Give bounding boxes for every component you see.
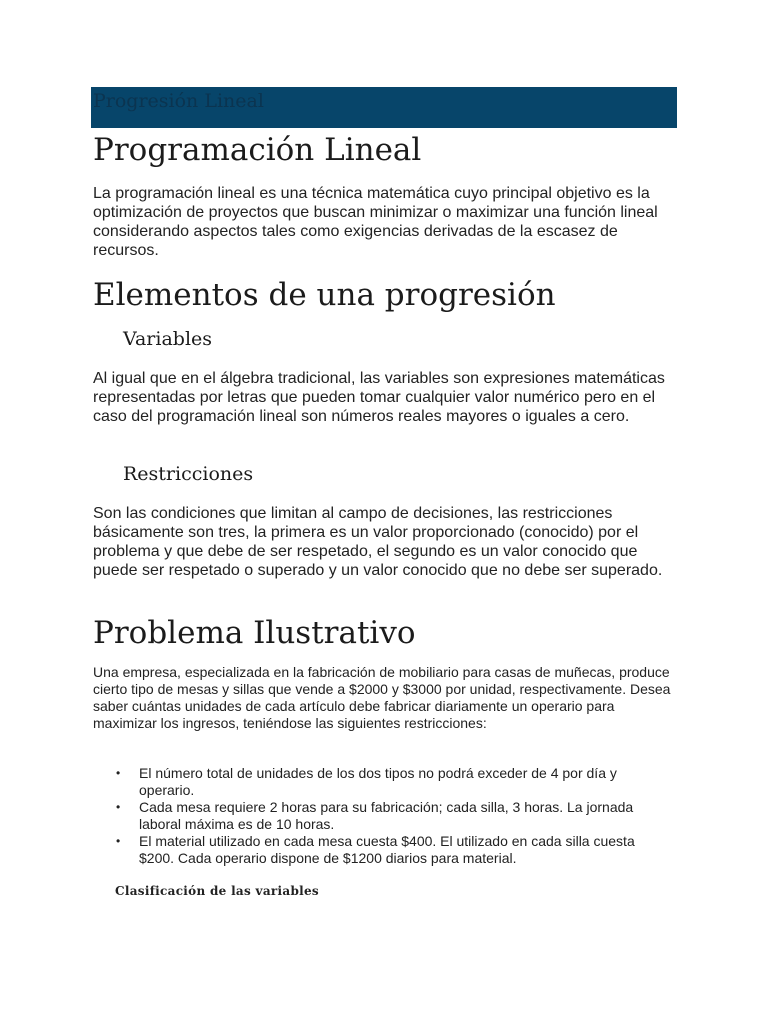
section-heading-problem: Problema Ilustrativo	[93, 615, 416, 651]
section-heading-elements: Elementos de una progresión	[93, 277, 556, 313]
list-item-text: El material utilizado en cada mesa cuesta $400. El utilizado en cada silla cuesta $200. Cada operario dispone de $1200 diarios para material.	[139, 833, 635, 866]
bullet-icon: •	[116, 800, 121, 814]
banner-title: Progresión Lineal	[93, 90, 264, 112]
subheading-restricciones: Restricciones	[123, 463, 254, 485]
list-item-text: Cada mesa requiere 2 horas para su fabricación; cada silla, 3 horas. La jornada laboral máxima es de 10 horas.	[139, 799, 634, 832]
restrictions-list	[93, 765, 673, 867]
list-item	[93, 799, 673, 833]
intro-paragraph: La programación lineal es una técnica matemática cuyo principal objetivo es la optimización de proyectos que buscan minimizar o maximizar una función lineal considerando aspectos tales como exigencias derivadas de la escasez de recursos.	[93, 185, 658, 259]
list-item	[93, 833, 673, 867]
variables-paragraph: Al igual que en el álgebra tradicional, las variables son expresiones matemáticas representadas por letras que pueden tomar cualquier valor numérico pero en el caso del programación lineal son números reales mayores o iguales a cero.	[93, 370, 665, 425]
subheading-clasificacion: Clasificación de las variables	[115, 884, 319, 898]
list-item-text: El número total de unidades de los dos tipos no podrá exceder de 4 por día y operario.	[139, 765, 617, 798]
problem-paragraph: Una empresa, especializada en la fabricación de mobiliario para casas de muñecas, produce cierto tipo de mesas y sillas que vende a $2000 y $3000 por unidad, respectivamente. Desea saber cuántas unidades de cada artículo debe fabricar diariamente un operario para maximizar los ingresos, teniéndose las siguientes restricciones:	[93, 664, 671, 731]
page-title: Programación Lineal	[93, 132, 422, 168]
list-item	[93, 765, 673, 799]
restricciones-paragraph: Son las condiciones que limitan al campo de decisiones, las restricciones básicamente son tres, la primera es un valor proporcionado (conocido) por el problema y que debe de ser respetado, el segundo es un valor conocido que puede ser respetado o superado y un valor conocido que no debe ser superado.	[93, 505, 663, 579]
bullet-icon: •	[116, 766, 121, 780]
bullet-icon: •	[116, 834, 121, 848]
subheading-variables: Variables	[123, 328, 213, 350]
header-banner	[91, 87, 677, 128]
